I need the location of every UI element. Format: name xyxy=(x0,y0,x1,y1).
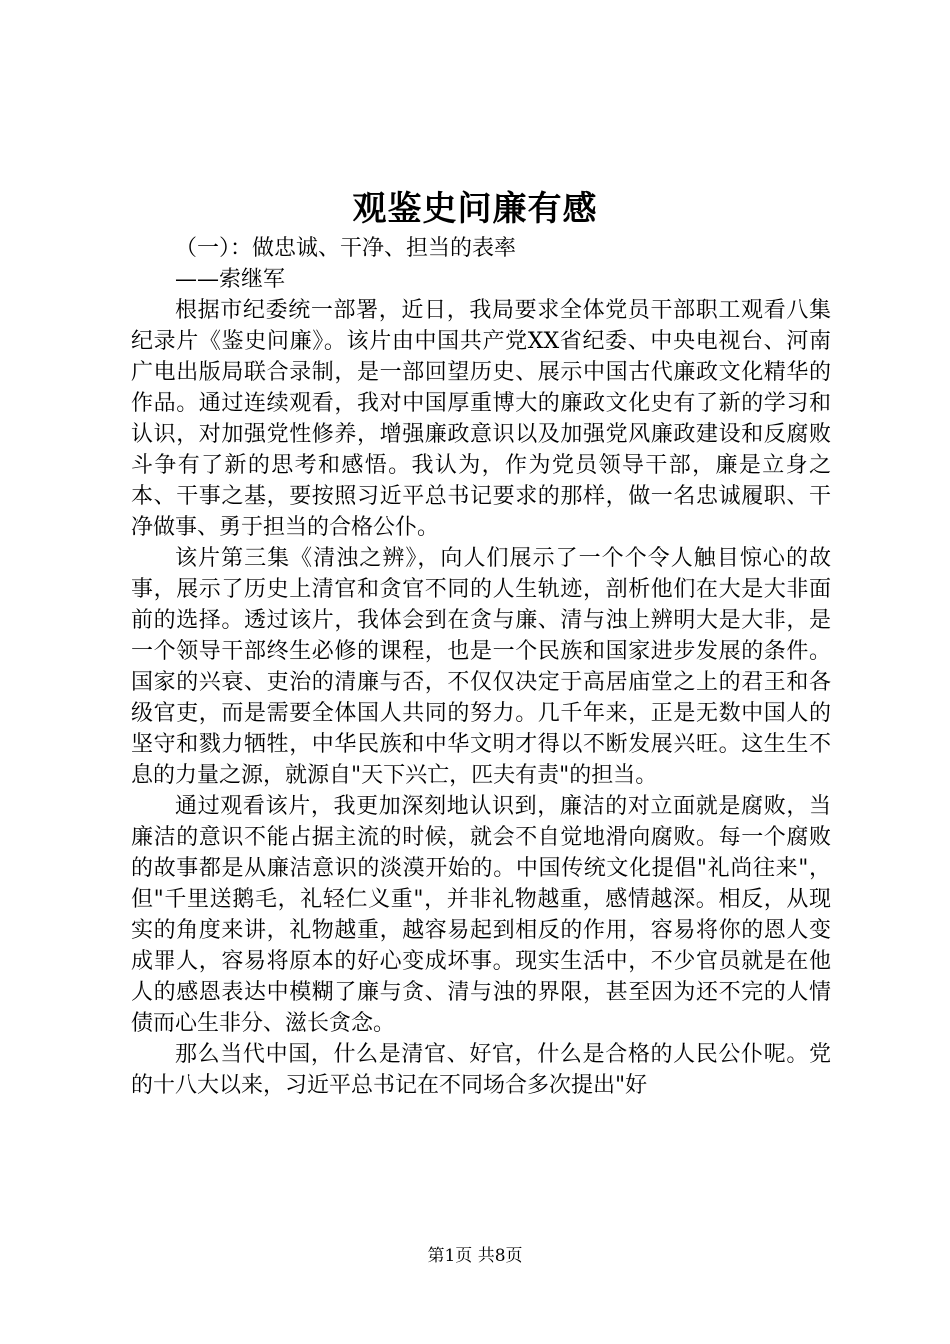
section-subheading: （一）：做忠诚、干净、担当的表率 xyxy=(175,236,517,261)
paragraph-3: 通过观看该片，我更加深刻地认识到，廉洁的对立面就是腐败，当廉洁的意识不能占据主流的时候，就会不自觉地滑向腐败。每一个腐败的故事都是从廉洁意识的淡漠开始的。中国传统文化提倡"礼尚往来"，但"千里送鹅毛，礼轻仁义重"，并非礼物越重，感情越深。相反，从现实的角度来讲，礼物越重，越容易起到相反的作用，容易将你的恩人变成罪人，容易将原本的好心变成坏事。现实生活中，不少官员就是在他人的感恩表达中模糊了廉与贪、清与浊的界限，甚至因为还不完的人情债而心生非分、滋长贪念。 xyxy=(131,794,831,1036)
page-footer: 第1页 共8页 xyxy=(427,1246,523,1266)
author-byline: ——索继军 xyxy=(175,267,286,292)
paragraph-1: 根据市纪委统一部署，近日，我局要求全体党员干部职工观看八集纪录片《鉴史问廉》。该片由中国共产党XX省纪委、中央电视台、河南广电出版局联合录制，是一部回望历史、展示中国古代廉政文化精华的作品。通过连续观看，我对中国厚重博大的廉政文化史有了新的学习和认识，对加强党性修养，增强廉政意识以及加强党风廉政建设和反腐败斗争有了新的思考和感悟。我认为，作为党员领导干部，廉是立身之本、干事之基，要按照习近平总书记要求的那样，做一名忠诚履职、干净做事、勇于担当的合格公仆。 xyxy=(131,298,831,540)
document-body xyxy=(131,233,831,1101)
paragraph-2: 该片第三集《清浊之辨》，向人们展示了一个个令人触目惊心的故事，展示了历史上清官和贪官不同的人生轨迹，剖析他们在大是大非面前的选择。透过该片，我体会到在贪与廉、清与浊上辨明大是大非，是一个领导干部终生必修的课程，也是一个民族和国家进步发展的条件。国家的兴衰、吏治的清廉与否，不仅仅决定于高居庙堂之上的君王和各级官吏，而是需要全体国人共同的努力。几千年来，正是无数中国人的坚守和戮力牺牲，中华民族和中华文明才得以不断发展兴旺。这生生不息的力量之源，就源自"天下兴亡，匹夫有责"的担当。 xyxy=(131,546,831,788)
page-title: 观鉴史问廉有感 xyxy=(352,189,598,229)
paragraph-4: 那么当代中国，什么是清官、好官，什么是合格的人民公仆呢。党的十八大以来，习近平总书记在不同场合多次提出"好 xyxy=(131,1042,831,1098)
